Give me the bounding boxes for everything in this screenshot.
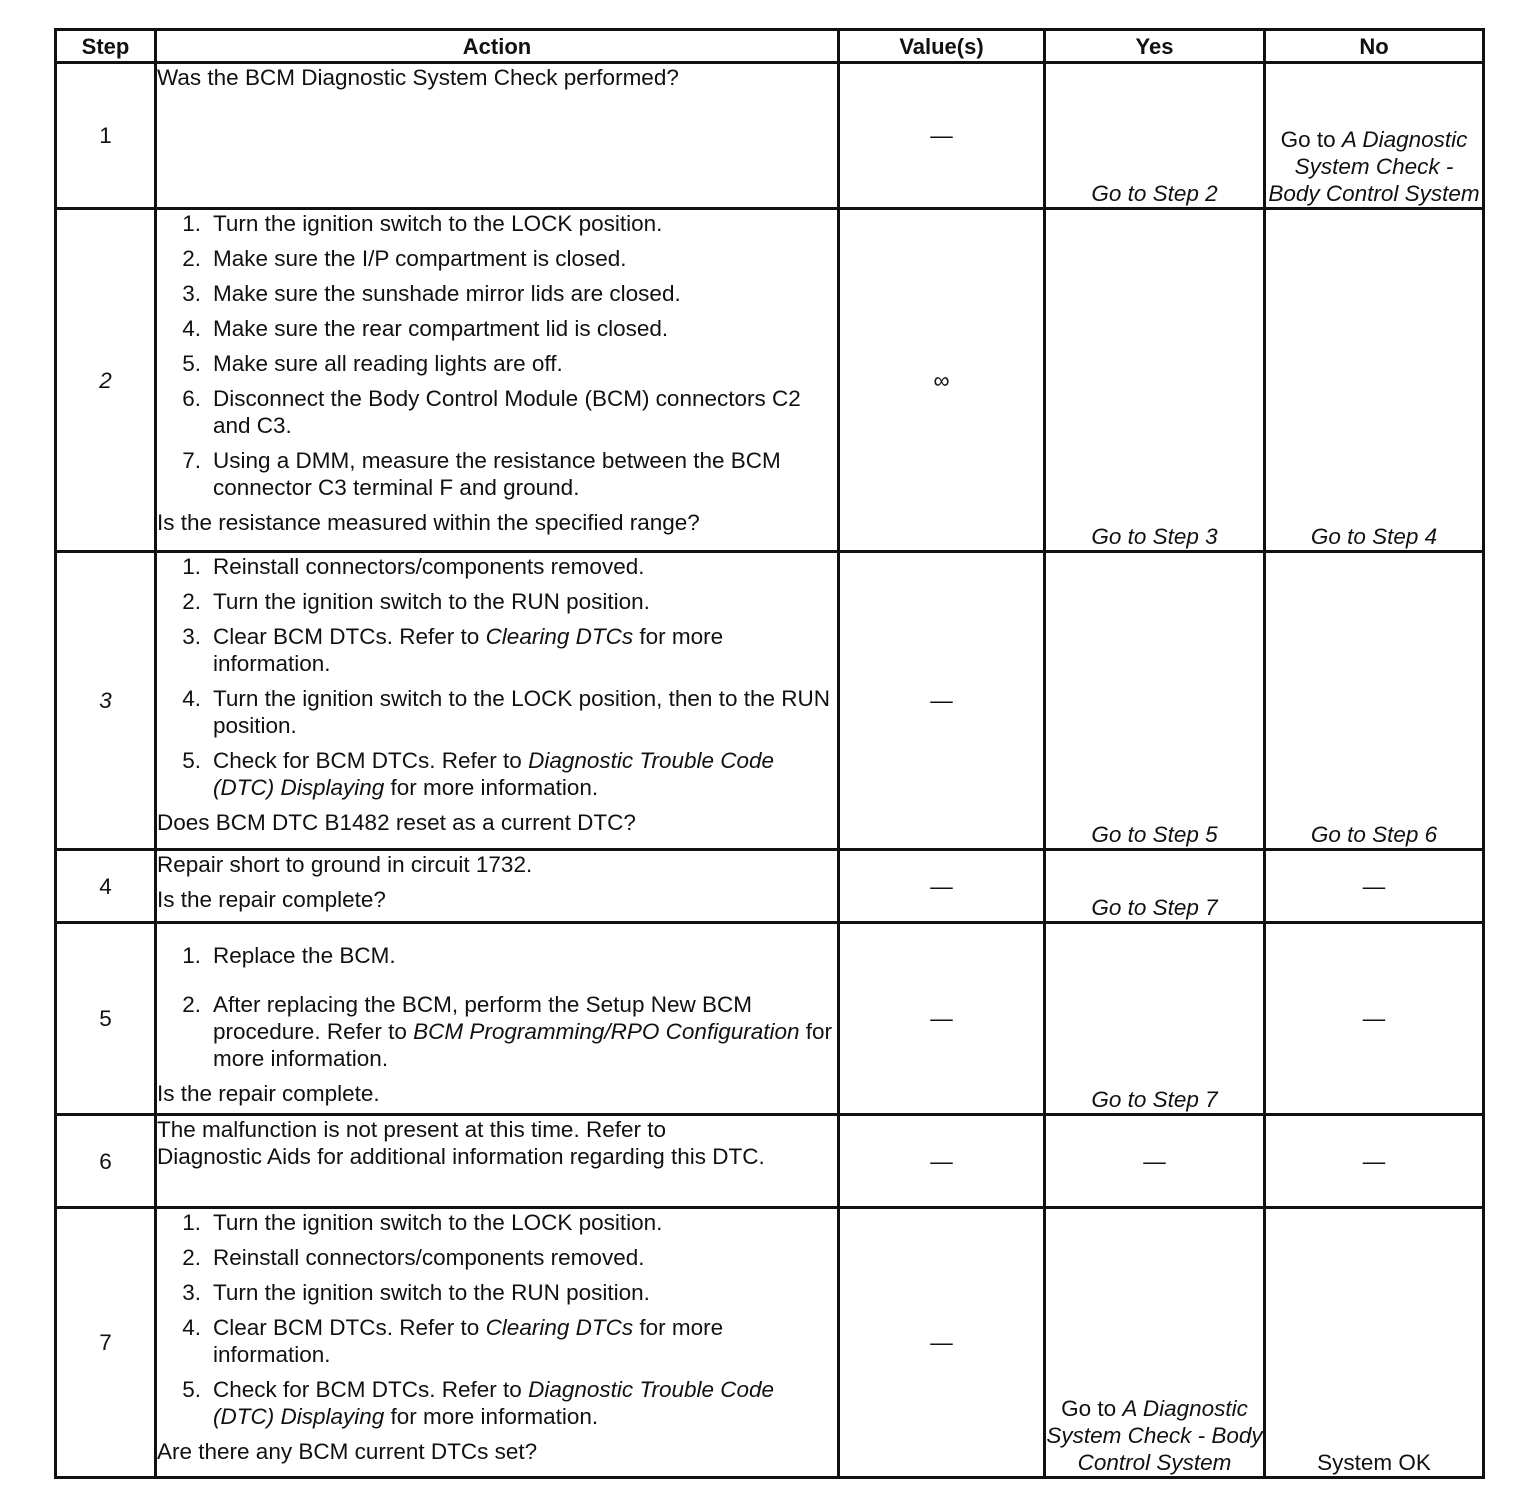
- step-number: 7: [56, 1208, 156, 1478]
- action-cell: [156, 1115, 839, 1208]
- yes-cell: [1045, 63, 1265, 209]
- value-cell: ∞: [839, 209, 1045, 552]
- header-yes: Yes: [1045, 30, 1265, 63]
- reference-link[interactable]: Clearing DTCs: [485, 1315, 634, 1340]
- step-number: 6: [56, 1115, 156, 1208]
- action-cell: [156, 63, 839, 209]
- list-item: 5. Make sure all reading lights are off.: [182, 351, 563, 376]
- table-row: [56, 552, 1484, 850]
- list-item: 5. Check for BCM DTCs. Refer to Diagnostic Trouble Code (DTC) Displaying for more information.: [182, 748, 775, 800]
- value-cell: —: [839, 850, 1045, 923]
- action-cell: [156, 1208, 839, 1478]
- list-item: 2. Turn the ignition switch to the RUN position.: [182, 589, 650, 614]
- action-cell: [156, 552, 839, 850]
- list-item: 3. Clear BCM DTCs. Refer to Clearing DTCs for more information.: [182, 624, 724, 676]
- no-cell: [1265, 63, 1484, 209]
- list-item: 4. Clear BCM DTCs. Refer to Clearing DTCs for more information.: [182, 1315, 724, 1367]
- list-item: 6. Disconnect the Body Control Module (BCM) connectors C2 and C3.: [182, 386, 801, 438]
- list-item: 1. Replace the BCM.: [182, 943, 396, 968]
- action-cell: [156, 209, 839, 552]
- list-item: 2. Reinstall connectors/components removed.: [182, 1245, 645, 1270]
- value-cell: —: [839, 923, 1045, 1115]
- value-cell: —: [839, 63, 1045, 209]
- table-row: [56, 850, 1484, 923]
- header-no: No: [1265, 30, 1484, 63]
- list-item: 1. Turn the ignition switch to the LOCK position.: [182, 211, 663, 236]
- question: Is the resistance measured within the specified range?: [157, 510, 700, 535]
- list-item: 3. Turn the ignition switch to the RUN position.: [182, 1280, 650, 1305]
- step-number: 4: [56, 850, 156, 923]
- yes-link[interactable]: Go to Step 7: [1091, 895, 1218, 920]
- question: Was the BCM Diagnostic System Check performed?: [157, 65, 679, 90]
- action-text: The malfunction is not present at this time. Refer to Diagnostic Aids for additional information regarding this DTC.: [157, 1117, 765, 1169]
- value-cell: —: [839, 1115, 1045, 1208]
- yes-link[interactable]: Go to Step 5: [1091, 822, 1218, 847]
- step-number: 3: [56, 552, 156, 850]
- no-cell: [1265, 209, 1484, 552]
- reference-link[interactable]: Clearing DTCs: [485, 624, 634, 649]
- reference-link[interactable]: Diagnostic Trouble Code (DTC) Displaying: [213, 748, 775, 800]
- yes-link[interactable]: Go to Step 2: [1091, 181, 1218, 206]
- header-action: Action: [156, 30, 839, 63]
- list-item: 2. After replacing the BCM, perform the Setup New BCM procedure. Refer to BCM Programming/RPO Configuration for more information.: [182, 992, 833, 1071]
- question: Are there any BCM current DTCs set?: [157, 1439, 538, 1464]
- table-row: [56, 209, 1484, 552]
- action-text: Repair short to ground in circuit 1732.: [157, 852, 533, 877]
- step-number: 2: [56, 209, 156, 552]
- list-item: 4. Turn the ignition switch to the LOCK position, then to the RUN position.: [182, 686, 830, 738]
- header-values: Value(s): [839, 30, 1045, 63]
- question: Is the repair complete?: [157, 887, 386, 912]
- table-row: [56, 923, 1484, 1115]
- yes-link[interactable]: Go to A Diagnostic System Check - Body Control System: [1046, 1396, 1263, 1475]
- table-row: [56, 63, 1484, 209]
- list-item: 3. Make sure the sunshade mirror lids are closed.: [182, 281, 681, 306]
- header-step: Step: [56, 30, 156, 63]
- step-number: 5: [56, 923, 156, 1115]
- no-cell: —: [1265, 1115, 1484, 1208]
- question: Does BCM DTC B1482 reset as a current DTC?: [157, 810, 636, 835]
- yes-cell: [1045, 1208, 1265, 1478]
- reference-link[interactable]: Diagnostic Trouble Code (DTC) Displaying: [213, 1377, 775, 1429]
- diagnostic-table: [54, 28, 1485, 1479]
- no-cell: [1265, 552, 1484, 850]
- list-item: 2. Make sure the I/P compartment is closed.: [182, 246, 627, 271]
- list-item: 5. Check for BCM DTCs. Refer to Diagnostic Trouble Code (DTC) Displaying for more information.: [182, 1377, 775, 1429]
- no-link[interactable]: Go to Step 6: [1310, 822, 1438, 847]
- action-cell: [156, 923, 839, 1115]
- no-link[interactable]: Go to A Diagnostic System Check - Body Control System: [1268, 127, 1480, 206]
- question: Is the repair complete.: [157, 1081, 380, 1106]
- value-cell: —: [839, 552, 1045, 850]
- yes-cell: [1045, 923, 1265, 1115]
- reference-link[interactable]: BCM Programming/RPO Configuration: [413, 1019, 800, 1044]
- list-item: 1. Reinstall connectors/components removed.: [182, 554, 645, 579]
- table-row: [56, 1208, 1484, 1478]
- no-cell: —: [1265, 850, 1484, 923]
- no-cell: —: [1265, 923, 1484, 1115]
- yes-cell: —: [1045, 1115, 1265, 1208]
- yes-cell: [1045, 552, 1265, 850]
- no-cell: System OK: [1265, 1208, 1484, 1478]
- yes-link[interactable]: Go to Step 7: [1091, 1087, 1218, 1112]
- yes-cell: [1045, 209, 1265, 552]
- header-row: [56, 30, 1484, 63]
- yes-link[interactable]: Go to Step 3: [1091, 524, 1218, 549]
- list-item: 4. Make sure the rear compartment lid is closed.: [182, 316, 669, 341]
- step-number: 1: [56, 63, 156, 209]
- action-cell: [156, 850, 839, 923]
- table-row: [56, 1115, 1484, 1208]
- list-item: 1. Turn the ignition switch to the LOCK position.: [182, 1210, 663, 1235]
- yes-cell: [1045, 850, 1265, 923]
- value-cell: —: [839, 1208, 1045, 1478]
- list-item: 7. Using a DMM, measure the resistance between the BCM connector C3 terminal F and ground.: [182, 448, 781, 500]
- no-link[interactable]: Go to Step 4: [1310, 524, 1438, 549]
